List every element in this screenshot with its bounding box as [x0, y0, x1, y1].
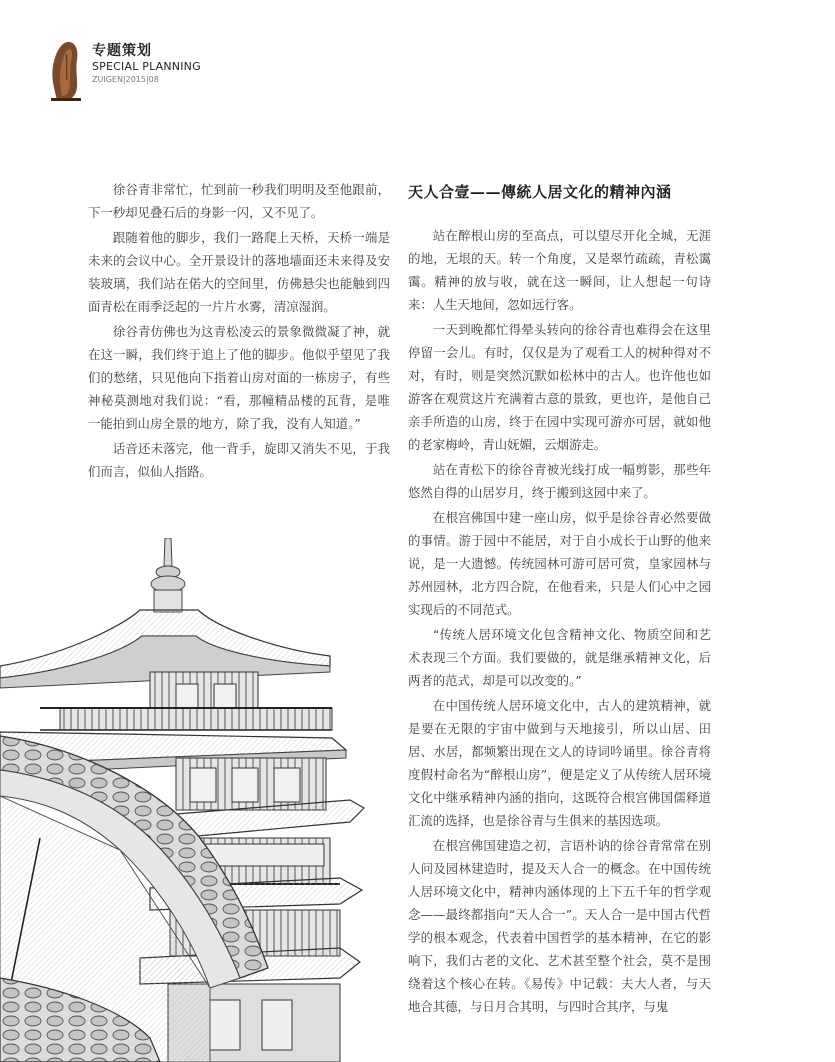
paragraph: 跟随着他的脚步，我们一路爬上天桥，天桥一端是未来的会议中心。全开景设计的落地墙面还未来得及安装玻璃，我们站在偌大的空间里，仿佛悬尖也能触到四面青松在雨季泛起的一片片水雾，清凉湿润。	[88, 230, 390, 314]
pagoda-sketch-illustration	[0, 538, 380, 1062]
paragraph: 在根宫佛国建造之初，言语朴讷的徐谷青常常在别人问及园林建造时，提及天人合一的概念。在中国传统人居环境文化中，精神内涵体现的上下五千年的哲学观念——最终都指向“天人合一”。天人合一是中国古代哲学的根本观念，代表着中国哲学的基本精神，在它的影响下，我们古老的文化、艺术甚至整个社会，莫不是围绕着这个核心在转。《易传》中记载：夫大人者，与天地合其德，与日月合其明，与四时合其序，与鬼	[408, 838, 711, 1014]
section-title-cn: 专题策划	[92, 43, 152, 59]
paragraph: 一天到晚都忙得晕头转向的徐谷青也难得会在这里停留一会儿。有时，仅仅是为了观看工人的树种得对不对，有时，则是突然沉默如松林中的古人。也许他也如游客在观赏这片充满着古意的景致，更也许，是他自己亲手所造的山房，终于在园中实现可游亦可居，就如他的老家梅岭，青山妩媚，云烟游走。	[408, 322, 711, 452]
paragraph: 在中国传统人居环境文化中，古人的建筑精神，就是要在无限的宇宙中做到与天地接引，所以山居、田居、水居，都频繁出现在文人的诗词吟诵里。徐谷青将度假村命名为“醉根山房”，便是定义了从传统人居环境文化中继承精神内涵的指向，这既符合根宫佛国儒释道汇流的选择，也是徐谷青与生俱来的基因选项。	[408, 698, 711, 828]
section-heading: 天人合壹——傳統人居文化的精神內涵	[408, 183, 672, 201]
paragraph: 站在青松下的徐谷青被光线打成一幅剪影，那些年悠然自得的山居岁月，终于搬到这园中来了。	[408, 462, 711, 500]
paragraph: 徐谷青仿佛也为这青松凌云的景象微微凝了神，就在这一瞬，我们终于追上了他的脚步。他似乎望见了我们的愁绪，只见他向下指着山房对面的一栋房子，有些神秘莫测地对我们说：“看，那幢精品楼的瓦背，是唯一能拍到山房全景的地方，除了我，没有人知道。”	[88, 324, 390, 431]
section-title-en: SPECIAL PLANNING	[92, 60, 201, 73]
paragraph: “传统人居环境文化包含精神文化、物质空间和艺术表现三个方面。我们要做的，就是继承精神文化，后两者的范式，却是可以改变的。”	[408, 627, 711, 688]
left-article-column	[88, 178, 390, 485]
right-article-column	[408, 224, 711, 1020]
paragraph: 徐谷青非常忙，忙到前一秒我们明明及至他跟前，下一秒却见叠石后的身影一闪，又不见了。	[88, 182, 390, 220]
page-header	[48, 40, 348, 102]
root-sculpture-logo-icon	[48, 40, 84, 102]
paragraph: 在根宫佛国中建一座山房，似乎是徐谷青必然要做的事情。游于园中不能居，对于自小成长于山野的他来说，是一大遗憾。传统园林可游可居可赏，皇家园林与苏州园林，北方四合院，在他看来，只是人们心中之园实现后的不同范式。	[408, 510, 711, 617]
header-text-block	[92, 43, 201, 85]
paragraph: 站在醉根山房的至高点，可以望尽开化全城，无涯的地，无垠的天。转一个角度，又是翠竹疏疏，青松霭霭。精神的放与收，就在这一瞬间，让人想起一句诗来：人生天地间，忽如远行客。	[408, 228, 711, 312]
paragraph: 话音还未落完，他一背手，旋即又消失不见，于我们而言，似仙人指路。	[88, 441, 390, 479]
issue-label: ZUIGEN|2015|08	[92, 75, 159, 84]
